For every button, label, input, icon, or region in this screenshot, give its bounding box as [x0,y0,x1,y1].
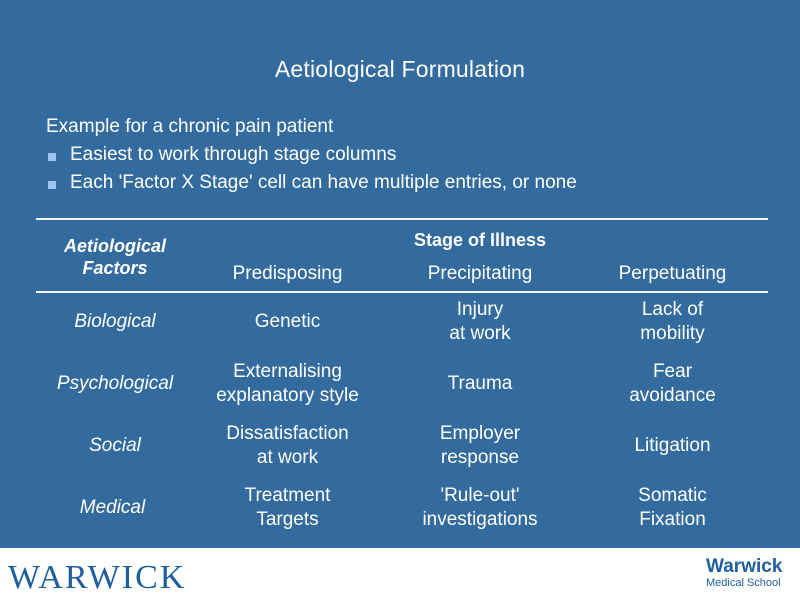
bullet-item [46,141,577,169]
warwick-medical-school-logo [706,556,782,590]
logo-line-1: Warwick [706,556,783,577]
table-cell: Dissatisfaction at work [226,423,349,468]
table-cell: Somatic Fixation [638,485,707,530]
bullet-item [46,169,577,197]
row-factor-psychological: Psychological [56,373,174,394]
row-header-title: Aetiological Factors [63,236,166,278]
column-header-perpetuating: Perpetuating [618,263,727,284]
intro-text [46,113,577,197]
row-factor-medical: Medical [79,497,146,518]
table-cell: Lack of mobility [640,299,705,344]
table-cell: Employer response [439,423,521,468]
bullet-text: Easiest to work through stage columns [70,144,397,165]
table-cell: Litigation [634,435,711,456]
row-factor-biological: Biological [74,311,156,332]
warwick-logo: WARWICK [8,559,187,596]
table-top-rule [36,218,768,220]
bullet-text: Each 'Factor X Stage' cell can have multiple entries, or none [70,172,577,193]
intro-heading: Example for a chronic pain patient [46,116,334,137]
logo-line-2: Medical School [706,577,781,589]
table-cell: Externalising explanatory style [216,361,359,406]
table-cell: Fear avoidance [629,361,716,406]
table-header-rule [36,291,768,293]
row-factor-social: Social [89,435,141,456]
stage-of-illness-header: Stage of Illness [413,230,547,250]
table-cell: Treatment Targets [244,485,331,530]
table-cell: 'Rule-out' investigations [422,485,538,530]
square-bullet-icon [48,153,56,161]
column-header-precipitating: Precipitating [427,263,533,284]
table-cell: Genetic [254,311,321,332]
square-bullet-icon [48,181,56,189]
slide-title: Aetiological Formulation [274,56,526,82]
table-cell: Injury at work [449,299,511,344]
table-cell: Trauma [447,373,513,394]
column-header-predisposing: Predisposing [232,263,343,284]
